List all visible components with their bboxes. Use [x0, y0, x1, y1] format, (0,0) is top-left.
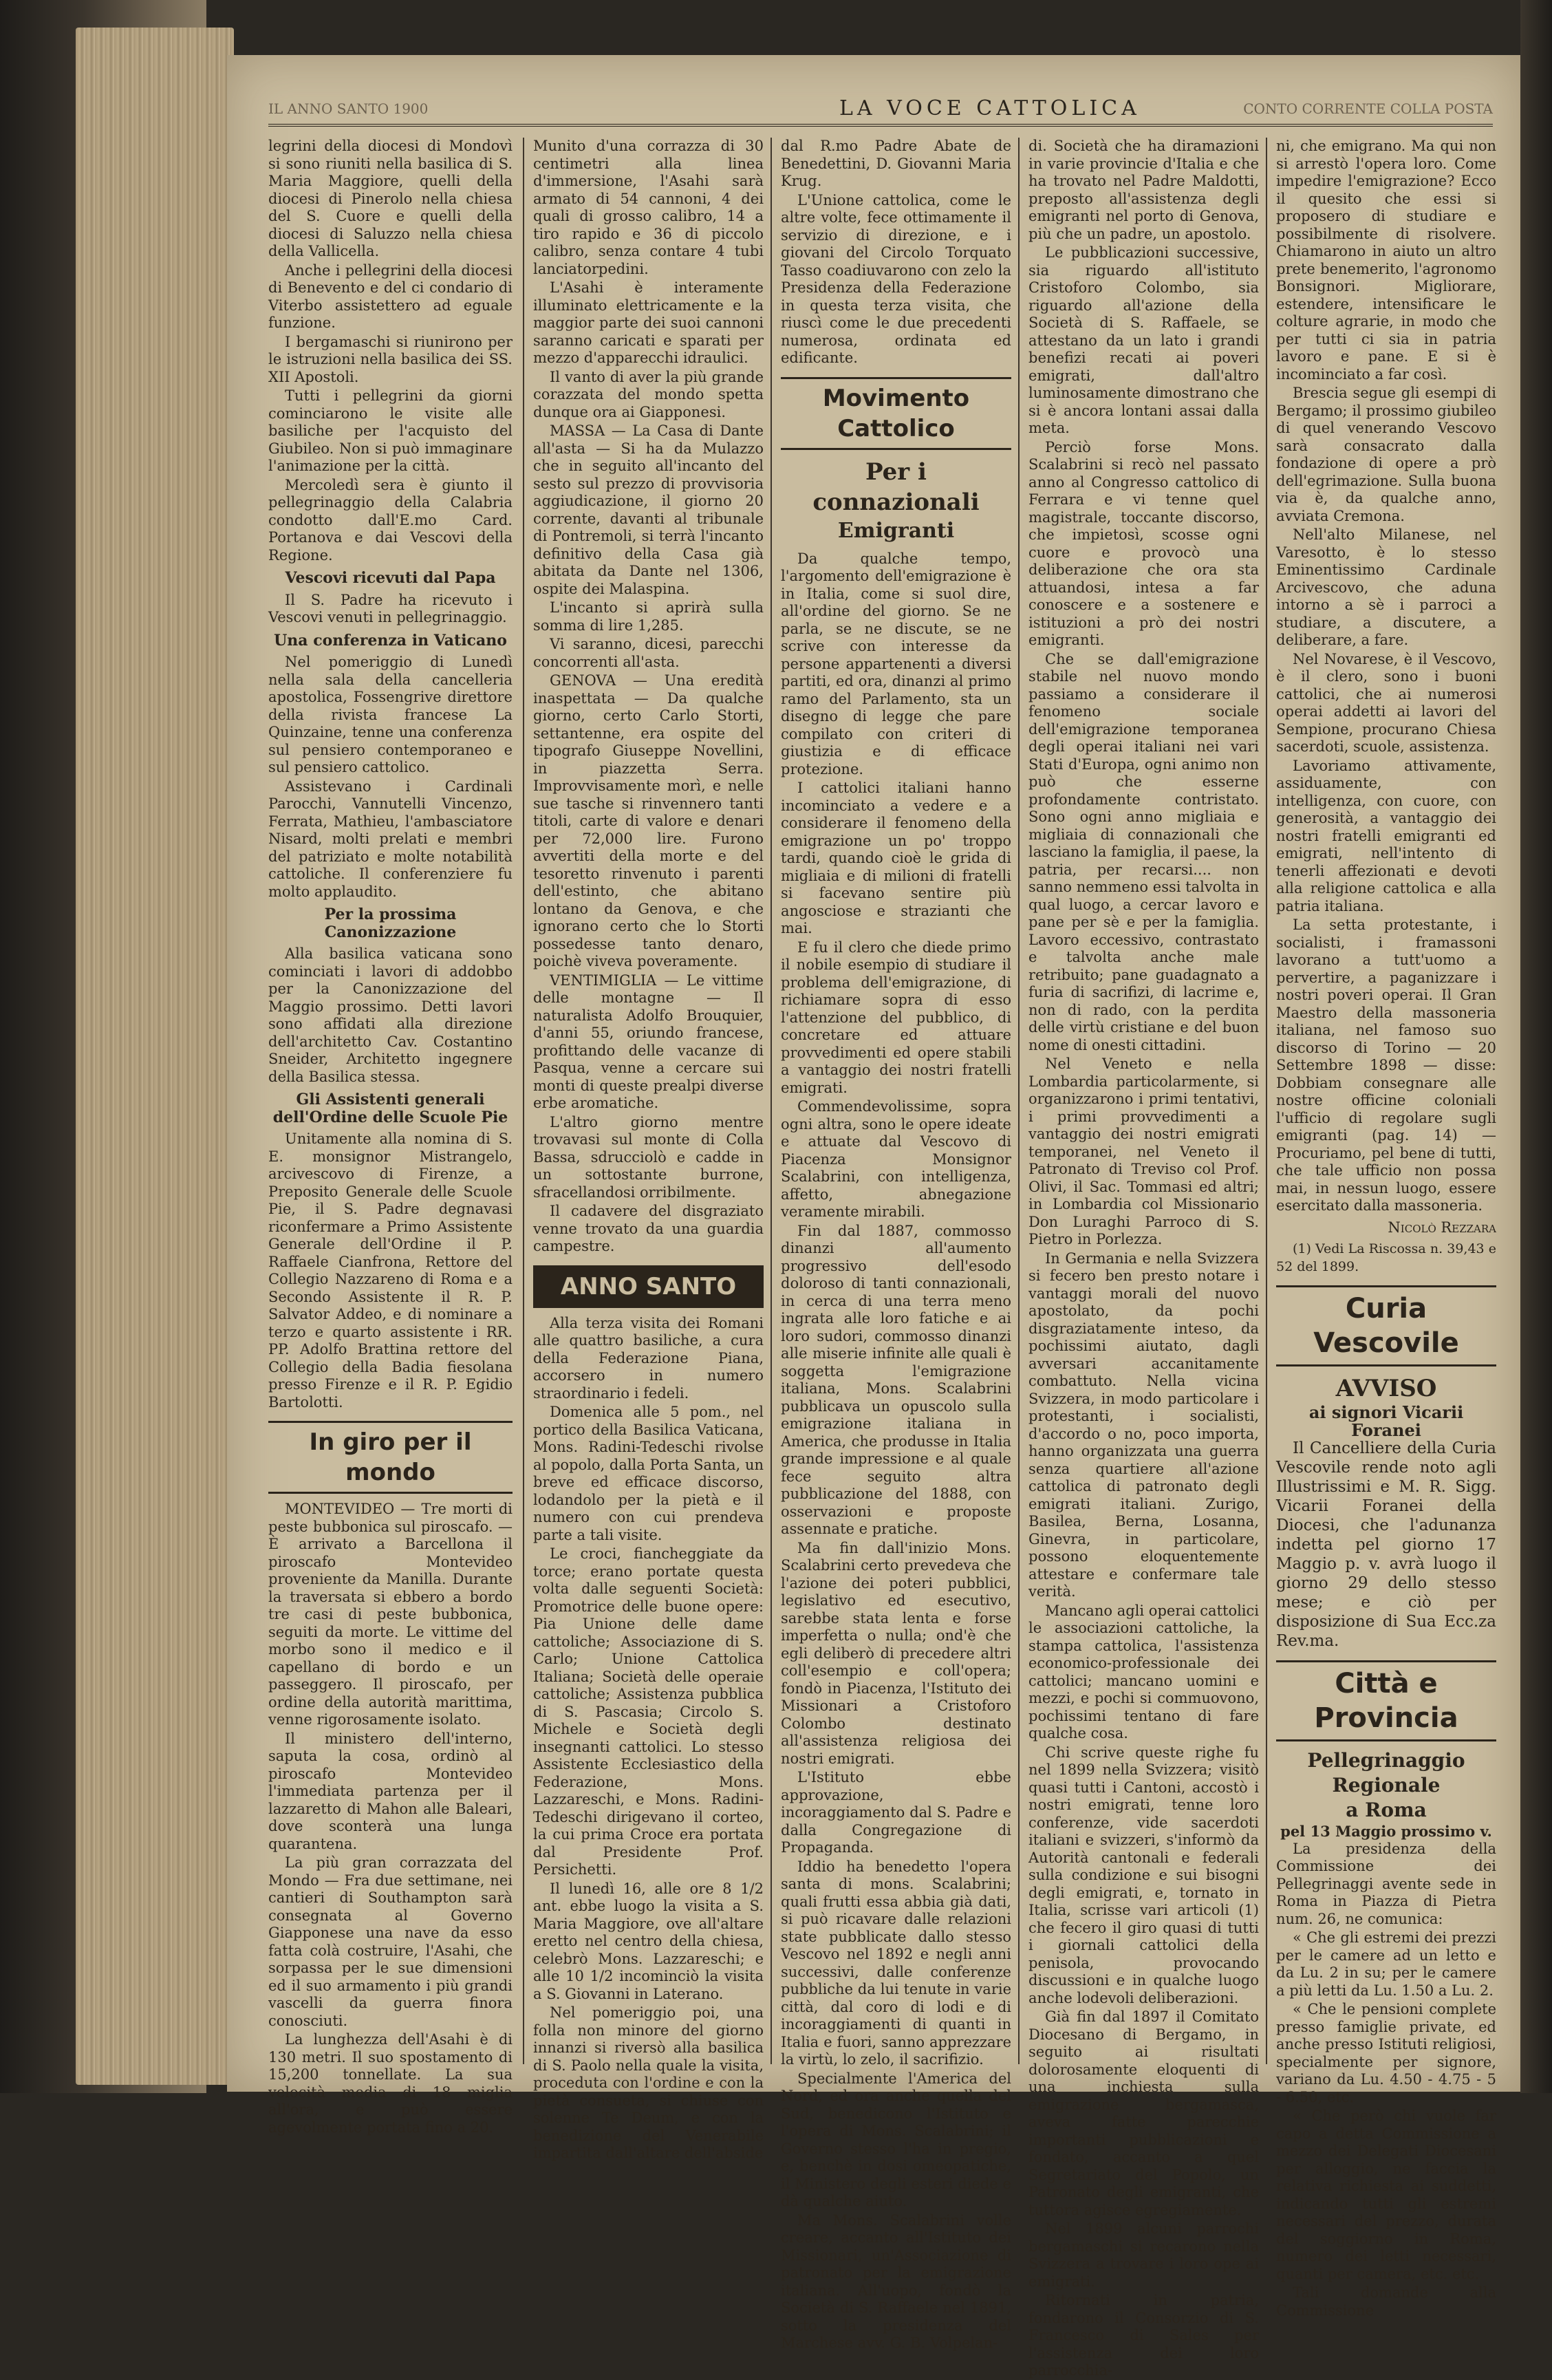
paragraph: I bergamaschi si riunirono per le istruzioni nella basilica dei SS. XII Apostoli.	[268, 333, 513, 385]
paragraph: ni, che emigrano. Ma qui non si arrestò l'opera loro. Come impedire l'emigrazione? Ecco il quesito che essi si proposero di studiare e possibilmente di risolvere. Chiamarono in aiuto un altro prete benemerito, l'agronomo Bonsignori. Migliorare, estendere, intensificare le colture agrarie, in modo che per tutti ci sia in patria lavoro e pane. E si è incominciato a far così.	[1276, 138, 1496, 383]
paragraph: L'Istituto ebbe approvazione, incoraggiamento dal S. Padre e dalla Congregazione di Propaganda.	[781, 1769, 1011, 1856]
paragraph: Fin dal 1887, commosso dinanzi all'aumento progressivo dell'esodo doloroso di tanti connazionali, in cerca di una terra meno ingrata alle loro fatiche e ai loro sudori, commosso dinanzi alle miserie infinite alle quali è soggetta l'emigrazione italiana, Mons. Scalabrini pubblicava un opuscolo sulla emigrazione italiana in America, che produsse in Italia grande impressione e al quale fece seguito altra pubblicazione del 1888, con osservazioni e proposte assennate e pratiche.	[781, 1222, 1011, 1537]
paragraph: Il S. Padre ha ricevuto i Vescovi venuti in pellegrinaggio.	[268, 591, 513, 625]
subheading: Vescovi ricevuti dal Papa	[285, 569, 496, 587]
column-rule	[523, 138, 524, 2064]
paragraph: Tali domande alla Commissione	[1276, 2284, 1496, 2319]
section-title: Città e Provincia	[1276, 1660, 1496, 1741]
article-date: pel 13 Maggio prossimo v.	[1280, 1823, 1492, 1840]
paragraph: Le pubblicazioni successive, sia riguardo all'istituto Cristoforo Colombo, sia riguardo all'azione della Società di S. Raffaele, se attestano da un lato i grandi benefizi recati ai poveri emigrati, dall'altro luminosamente dimostrano che si è ancora lontani assai dalla meta.	[1028, 244, 1259, 436]
paragraph: Specialmente l'America del Nord, ed ora anche quella del Sud, benedicono l'Istituto e l'opera di Mons. Scalabrini; il Governo stesso l'ha in pregio, e, benchè in dosi omeopatiche, il Ministero degli esteri diede e dà qualche aiuto.	[781, 2070, 1011, 2209]
paragraph: Il lunedì 16, alle ore 8 1/2 ant. ebbe luogo la visita a S. Maria Maggiore, ove all'altare eretto nel centro della chiesa, celebrò Mons. Lazzareschi; e alle 10 1/2 incominciò la visita a S. Giovanni in Laterano.	[533, 1880, 764, 2002]
article-subtitle: a Roma	[1346, 1799, 1427, 1821]
footnote: (1) Vedi La Riscossa n. 39,43 e 52 del 1899.	[1276, 1241, 1496, 1274]
paragraph: MONTEVIDEO — Tre morti di peste bubbonica sul piroscafo. — È arrivato a Barcellona il piroscafo Montevideo proveniente da Manilla. Durante la traversata si ebbero a bordo tre casi di peste bubbonica, seguiti da morte. Le vittime del morbo sono il medico e il capellano di bordo e un passeggero. Il piroscafo, per ordine della autorità marittima, venne rigorosamente isolato.	[268, 1501, 513, 1728]
paragraph: La setta protestante, i socialisti, i framassoni lavorano a tutt'uomo a pervertire, a paganizzare i nostri poveri operai. Il Gran Maestro della massoneria italiana, nel famoso suo discorso di Torino — 20 Settembre 1898 — disse: Dobbiam consegnare alle nostre officine coloniali l'ufficio di regolare sugli emigranti (pag. 14) — Procuriamo, pel bene di tutti, che tale ufficio non possa mai, in nessun luogo, essere esercitato dalla massoneria.	[1276, 916, 1496, 1214]
paragraph: Iddio ha benedetto l'opera santa di mons. Scalabrini; quali frutti essa abbia già dati, si può ricavare dalle relazioni state pubblicate dallo stesso Vescovo nel 1892 e negli anni successivi, dalle conferenze pubbliche da lui tenute in varie città, dal coro di lodi e di incoraggiamenti di quanti in Italia e fuori, sanno apprezzare la virtù, lo zelo, il sacrifizio.	[781, 1858, 1011, 2068]
notice-subtitle: ai signori Vicarii Foranei	[1308, 1402, 1464, 1440]
author-signature: Nicolò Rezzara	[1388, 1219, 1496, 1236]
section-title: Movimento Cattolico	[781, 377, 1011, 450]
paragraph: Ma Mons. Scalabrini volle creare, accanto all'Istituto dei Missionari, un'Associazione di patronato per la emigrazione italiana. All'uopo, fondò la Società di S. Raffaele nel 1891, sotto la presidenza del Marchese avv. G. B. Volpelan-	[781, 2211, 1011, 2351]
column-4	[1028, 138, 1259, 2379]
subheading: Una conferenza in Vaticano	[274, 631, 507, 650]
article-title: Per i connazionali	[812, 458, 980, 516]
paragraph: Vi saranno, dicesi, parecchi concorrenti all'asta.	[533, 636, 764, 670]
paragraph: Il cadavere del disgraziato venne trovato da una guardia campestre.	[533, 1203, 764, 1254]
paragraph: Il ministero dell'interno, saputa la cosa, ordinò al piroscafo Montevideo l'immediata partenza per il lazzaretto di Mahon alle Baleari, dove sconterà una lunga quarantena.	[268, 1730, 513, 1852]
paragraph: Ritornati in patria, fondarono il Consorzio di S. Francesco di Sales per l'assistenza dei loro parrocchia-	[1028, 2292, 1259, 2379]
column-rule	[1018, 138, 1020, 2064]
paragraph: GENOVA — Una eredità inaspettata — Da qualche giorno, certo Carlo Storti, settantenne, era ospite del tipografo Giuseppe Novellini, in piazzetta Serra. Improvvisamente morì, e nelle sue tasche si rinvennero tanti titoli, carte di valore e denari per 72,000 lire. Furono avvertiti della morte e del tesoretto rinvenuto i parenti dell'estinto, che abitano lontano da Genova, e che ignorano certo che lo Storti possedesse tanto denaro, poichè viveva poveramente.	[533, 672, 764, 969]
paragraph: Brescia segue gli esempi di Bergamo; il prossimo giubileo di quel venerando Vescovo sarà consacrato dalla fondazione di opere a prò dell'egrimazione. Sulla buona via è, da qualche anno, avviata Cremona.	[1276, 385, 1496, 524]
paragraph: L'altro giorno mentre trovavasi sul monte di Colla Bassa, sdrucciolò e cadde in un sottostante burrone, sfracellandosi orribilmente.	[533, 1113, 764, 1201]
background-right	[1520, 0, 1552, 2093]
header-left-mirror: IL ANNO SANTO 1900	[268, 100, 429, 117]
paragraph: « Che gli estremi dei prezzi per le camere ad un letto e da Lu. 2 in su; per le camere a più letti da Lu. 1.50 a Lu. 2.	[1276, 1929, 1496, 1999]
section-title: Curia Vescovile	[1276, 1285, 1496, 1366]
paragraph: Alla basilica vaticana sono cominciati i lavori di addobbo per la Canonizzazione del Maggio prossimo. Detti lavori sono affidati alla direzione dell'architetto Cav. Costantino Sneider, Architetto ingegnere della Basilica stessa.	[268, 945, 513, 1085]
column-5	[1276, 138, 1496, 2319]
article-subtitle: Emigranti	[837, 518, 955, 543]
masthead-title: LA VOCE CATTOLICA	[839, 96, 1141, 120]
header-right-mirror: CONTO CORRENTE COLLA POSTA	[1243, 100, 1493, 117]
paragraph: Già fin dal 1897 il Comitato Diocesano di Bergamo, in seguito ai risultati dolorosamente eloquenti di una inchiesta sulla emigrazione bergamasca, aveva fatte parecchie importanti pubblicazioni e fondato, accanto a quel Segretariato del Popolo, un Patronato degli emigranti, che tuttora agisce egregiamente.	[1028, 2008, 1259, 2218]
paragraph: Ma fin dall'inizio Mons. Scalabrini certo prevedeva che l'azione dei poteri pubblici, legislativo ed esecutivo, sarebbe stata lenta e forse imperfetta o nulla; ond'è che egli deliberò di precedere altri coll'esempio e coll'opera; fondò in Piacenza, l'Istituto dei Missionari a Cristoforo Colombo destinato all'assistenza religiosa dei nostri emigrati.	[781, 1539, 1011, 1767]
section-title: ANNO SANTO	[533, 1265, 764, 1308]
paragraph: Alla terza visita dei Romani alle quattro basiliche, a cura della Federazione Piana, accorsero in numero straordinario i fedeli.	[533, 1314, 764, 1402]
paragraph: La presidenza della Commissione dei Pellegrinaggi avente sede in Roma in Piazza di Pietra num. 26, ne comunica:	[1276, 1840, 1496, 1927]
paragraph: legrini della diocesi di Mondovì si sono riuniti nella basilica di S. Maria Maggiore, quelli della diocesi di Pinerolo nella chiesa del S. Cuore e quelli della diocesi di Saluzzo nella chiesa della Vallicella.	[268, 138, 513, 259]
paragraph: Mercoledì sera è giunto il pellegrinaggio della Calabria condotto dall'E.mo Card. Portanova e dai Vescovi della Regione.	[268, 476, 513, 564]
paragraph: Il vanto di aver la più grande corazzata del mondo spetta dunque ora ai Giapponesi.	[533, 368, 764, 420]
column-rule	[1266, 138, 1267, 2064]
paragraph: Lavoriamo attivamente, assiduamente, con intelligenza, con cuore, con generosità, a vantaggio dei nostri fratelli emigranti ed emigrati, nell'intento di tenerli affezionati e devoti alla religione cattolica e alla patria italiana.	[1276, 757, 1496, 914]
paragraph: Assistevano i Cardinali Parocchi, Vannutelli Vincenzo, Ferrata, Mathieu, l'ambasciatore Nisard, molti prelati e membri del patriziato e molte notabilità cattoliche. Il conferenziere fu molto applaudito.	[268, 778, 513, 900]
paragraph: In Germania e nella Svizzera si fecero ben presto notare i vantaggi morali del nuovo apostolato, da pochi disgraziatamente inteso, da pochissimi aiutato, dagli avversari accanitamente combattuto. Nella vicina Svizzera, in modo particolare i protestanti, i socialisti, d'accordo o no, poco importa, hanno organizzata una guerra senza quartiere all'azione cattolica di patronato degli emigrati italiani. Zurigo, Basilea, Berna, Losanna, Ginevra, in particolare, possono eloquentemente attestare e confermare tale verità.	[1028, 1250, 1259, 1600]
paragraph: L'Asahi è interamente illuminato elettricamente e la maggior parte dei suoi cannoni saranno caricati e sparati per mezzo d'apparecchi idraulici.	[533, 279, 764, 366]
paragraph: MASSA — La Casa di Dante all'asta — Si ha da Mulazzo che in seguito all'incanto del sesto sul prezzo di provvisoria aggiudicazione, il giorno 20 corrente, davanti al tribunale di Pontremoli, si terrà l'incanto definitivo della Casa già abitata da Dante nel 1306, ospite dei Malaspina.	[533, 422, 764, 597]
column-2	[533, 138, 764, 2161]
paragraph: Munito d'una corrazza di 30 centimetri alla linea d'immersione, l'Asahi sarà armato di 54 cannoni, 4 dei quali di grosso calibro, 14 a tiro rapido e 36 di piccolo calibro, senza contare 4 tubi lanciatorpedini.	[533, 138, 764, 277]
paragraph: Nel pomeriggio poi, una folla non minore del giorno innanzi si riversò alla basilica di S. Paolo nella quale la visita, proceduta con l'ordine e con la pietà consueta, si chiuse con solenne Te Deum, e con la benedizione del Venerabile impartita dall'altare dell'abside	[533, 2004, 764, 2161]
paragraph: Nel Veneto e nella Lombardia particolarmente, si organizzarono i primi tentativi, i primi provvedimenti a vantaggio dei nostri emigrati temporanei, nel Veneto il Patronato di Treviso col Prof. Olivi, il Sac. Tommasi ed altri; in Lombardia col Missionario Don Luraghi Parroco di S. Pietro in Porlezza.	[1028, 1055, 1259, 1247]
paragraph: Commendevolissime, sopra ogni altra, sono le opere ideate e attuate dal Vescovo di Piacenza Monsignor Scalabrini, con intelligenza, affetto, abnegazione veramente mirabili.	[781, 1098, 1011, 1220]
paragraph: Il Cancelliere della Curia Vescovile rende noto agli Illustrissimi e M. R. Sigg. Vicarii Foranei della Diocesi, che l'adunanza indetta pel giorno 17 Maggio p. v. avrà luogo il giorno 29 dello stesso mese; e ciò per disposizione di Sua Ecc.za Rev.ma.	[1276, 1439, 1496, 1650]
paragraph: Nell'alto Milanese, nel Varesotto, è lo stesso Eminentissimo Cardinale Arcivescovo, che aduna intorno a sè i parroci a studiare, a discutere, a deliberare, a fare.	[1276, 526, 1496, 648]
paragraph: Perciò forse Mons. Scalabrini si recò nel passato anno al Congresso cattolico di Ferrara e vi tenne quel magistrale, toccante discorso, che impietosì, scosse ogni cuore e provocò una deliberazione che ora sta attuandosi, intesa a far conoscere e a sostenere e istituzioni a prò dei nostri emigranti.	[1028, 438, 1259, 648]
notice-title: AVVISO	[1335, 1375, 1437, 1402]
newspaper-page	[227, 55, 1520, 2379]
paragraph: « Che però chi vuole far capo a detta Commissione a mezzo dei Delegati Diocesani per alloggio, ne faccia la relativa richiesta ai suddetti, indicando tutti gli estremi necessari del prezzo, durata del soggiorno in Roma, numero dei letti necessari, quanti per camera, etc. etc.	[1276, 2108, 1496, 2282]
paragraph: Da qualche tempo, l'argomento dell'emigrazione è in Italia, come si suol dire, all'ordine del giorno. Se ne parla, se ne discute, se ne scrive con interesse da persone appartenenti a diversi partiti, ed ora, dinanzi al primo ramo del Parlamento, sta un disegno di legge che pare compilato con criteri di giustizia e di efficace protezione.	[781, 550, 1011, 778]
paragraph: Chi scrive queste righe fu nel 1899 nella Svizzera; visitò quasi tutti i Cantoni, accostò i nostri emigrati, tenne loro conferenze, vide sacerdoti italiani e svizzeri, s'informò da Autorità cantonali e federali sulla condizione e sui bisogni degli emigrati, e, tornato in Italia, scrisse vari articoli (1) che fecero il giro quasi di tutti i giornali cattolici della penisola, provocando discussioni e in qualche luogo anche lodevoli deliberazioni.	[1028, 1744, 1259, 2006]
paragraph: La lunghezza dell'Asahi è di 130 metri. Il suo spostamento di 15,200 tonnellate. La sua velocità media di 18 miglia all'ora, e può essere agevolmente portata fino a 20.	[268, 2031, 513, 2136]
paragraph: Mancano agli operai cattolici le associazioni cattoliche, la stampa cattolica, l'assistenza economico-professionale dei cattolici; mancano uomini e mezzi, e pochi si commuovono, pochissimi tentano di fare qualche cosa.	[1028, 1602, 1259, 1741]
paragraph: Unitamente alla nomina di S. E. monsignor Mistrangelo, arcivescovo di Firenze, a Preposito Generale delle Scuole Pie, il S. Padre degnavasi riconfermare a Primo Assistente Generale dell'Ordine il P. Raffaele Cianfrona, Rettore del Collegio Nazzareno di Roma e a Secondo Assistente il R. P. Salvator Addeo, e di nominare a terzo e quarto assistente i RR. PP. Adolfo Brattina rettore del Collegio della Badia fiesolana presso Firenze e il R. P. Egidio Bartolotti.	[268, 1130, 513, 1411]
paragraph: L'incanto si aprirà sulla somma di lire 1,285.	[533, 599, 764, 634]
paragraph: Nel 1899 alcuni parrochi bergamaschi si recarono nella Svizzera a trovare i loro ope ai emigrati.	[1028, 2220, 1259, 2290]
paragraph: Nel Novarese, è il Vescovo, è il clero, sono i buoni cattolici, che ai numerosi operai addetti ai lavori del Sempione, procurano Chiesa sacerdoti, scuole, assistenza.	[1276, 650, 1496, 755]
paragraph: Anche i pellegrini della diocesi di Benevento e del ci condario di Viterbo assistettero ad eguale funzione.	[268, 261, 513, 331]
article-title: Pellegrinaggio Regionale	[1307, 1749, 1465, 1797]
subheading: Gli Assistenti generali dell'Ordine delle Scuole Pie	[272, 1091, 508, 1126]
page-header	[268, 96, 1493, 127]
paragraph: L'Unione cattolica, come le altre volte, fece ottimamente il servizio di direzione, e i giovani del Circolo Torquato Tasso coadiuvarono con zelo la Presidenza della Federazione in questa terza visita, che riuscì come le due precedenti numerosa, ordinata ed edificante.	[781, 191, 1011, 366]
column-1	[268, 138, 513, 2136]
paragraph: E fu il clero che diede primo il nobile esempio di studiare il problema dell'emigrazione, di richiamare sopra di esso l'attenzione del pubblico, di concretare ed attuare provvedimenti ed opere stabili a vantaggio dei nostri fratelli emigrati.	[781, 939, 1011, 1096]
paragraph: Tutti i pellegrini da giorni cominciarono le visite alle basiliche per l'acquisto del Giubileo. Non si può immaginare l'animazione per la città.	[268, 387, 513, 474]
paragraph: Che se dall'emigrazione stabile nel nuovo mondo passiamo a considerare il fenomeno sociale dell'emigrazione temporanea degli operai italiani nei vari Stati d'Europa, ogni animo non può che esserne profondamente contristato. Sono ogni anno migliaia e migliaia di connazionali che lasciano la famiglia, il paese, la patria, per recarsi.... non sanno nemmeno essi talvolta in qual luogo, a cercar lavoro e pane per sè e per la famiglia. Lavoro eccessivo, contrastato e talvolta anche male retribuito; pane guadagnato a furia di sacrifizi, di lacrime e, non di rado, con la perdita delle virtù cristiane e del buon nome di onesti cittadini.	[1028, 650, 1259, 1053]
paragraph: dal R.mo Padre Abate de Benedettini, D. Giovanni Maria Krug.	[781, 138, 1011, 189]
column-rule	[770, 138, 772, 2064]
paragraph: Le croci, fiancheggiate da torce; erano portate questa volta dalle seguenti Società: Promotrice delle buone opere: Pia Unione delle dame cattoliche; Associazione di S. Carlo; Unione Cattolica Italiana; Società delle operaie cattoliche; Assistenza pubblica di S. Pascasia; Circolo S. Michele e Società degli insegnanti cattolici. Lo stesso Assistente Ecclesiastico della Federazione, Mons. Lazzareschi, e Mons. Radini-Tedeschi dirigevano il corteo, la cui prima Croce era portata dal Presidente Prof. Persichetti.	[533, 1545, 764, 1878]
paragraph: VENTIMIGLIA — Le vittime delle montagne — Il naturalista Adolfo Brouquier, d'anni 55, oriundo francese, profittando delle vacanze di Pasqua, venne a cercare sui monti di queste prealpi diverse erbe aromatiche.	[533, 972, 764, 1111]
paragraph: Domenica alle 5 pom., nel portico della Basilica Vaticana, Mons. Radini-Tedeschi rivolse al popolo, dalla Porta Santa, un breve ed efficace discorso, lodandolo per la pietà e il numero con cui prendeva parte a tali visite.	[533, 1404, 764, 1543]
column-3	[781, 138, 1011, 2351]
paragraph: I cattolici italiani hanno incominciato a vedere e a considerare il fenomeno della emigrazione un po' troppo tardi, quando cioè le grida di migliaia e di milioni di fratelli si facevano sentire più angosciose e strazianti che mai.	[781, 780, 1011, 936]
paragraph: La più gran corrazzata del Mondo — Fra due settimane, nei cantieri di Southampton sarà consegnata al Governo Giapponese una nave da esso fatta colà costruire, l'Asahi, che sorpassa per le sue dimensioni ed il suo armamento i più grandi vascelli da guerra finora conosciuti.	[268, 1854, 513, 2029]
paragraph: « Che le pensioni complete presso famiglie private, ed anche presso Istituti religiosi, specialmente per signore, variano da Lu. 4.50 - 4.75 - 5 - 6.50, etc.	[1276, 2001, 1496, 2105]
paragraph: Nel pomeriggio di Lunedì nella sala della cancelleria apostolica, Fossengrive direttore della rivista francese La Quinzaine, tenne una conferenza sul pensiero contemporaneo e sul pensiero cattolico.	[268, 654, 513, 775]
subheading: Per la prossima Canonizzazione	[324, 905, 457, 941]
binding-edge	[76, 28, 234, 2085]
paragraph: di. Società che ha diramazioni in varie provincie d'Italia e che ha trovato nel Padre Maldotti, preposto all'assistenza degli emigranti nel porto di Genova, più che un padre, un apostolo.	[1028, 138, 1259, 242]
section-title: In giro per il mondo	[268, 1421, 513, 1494]
